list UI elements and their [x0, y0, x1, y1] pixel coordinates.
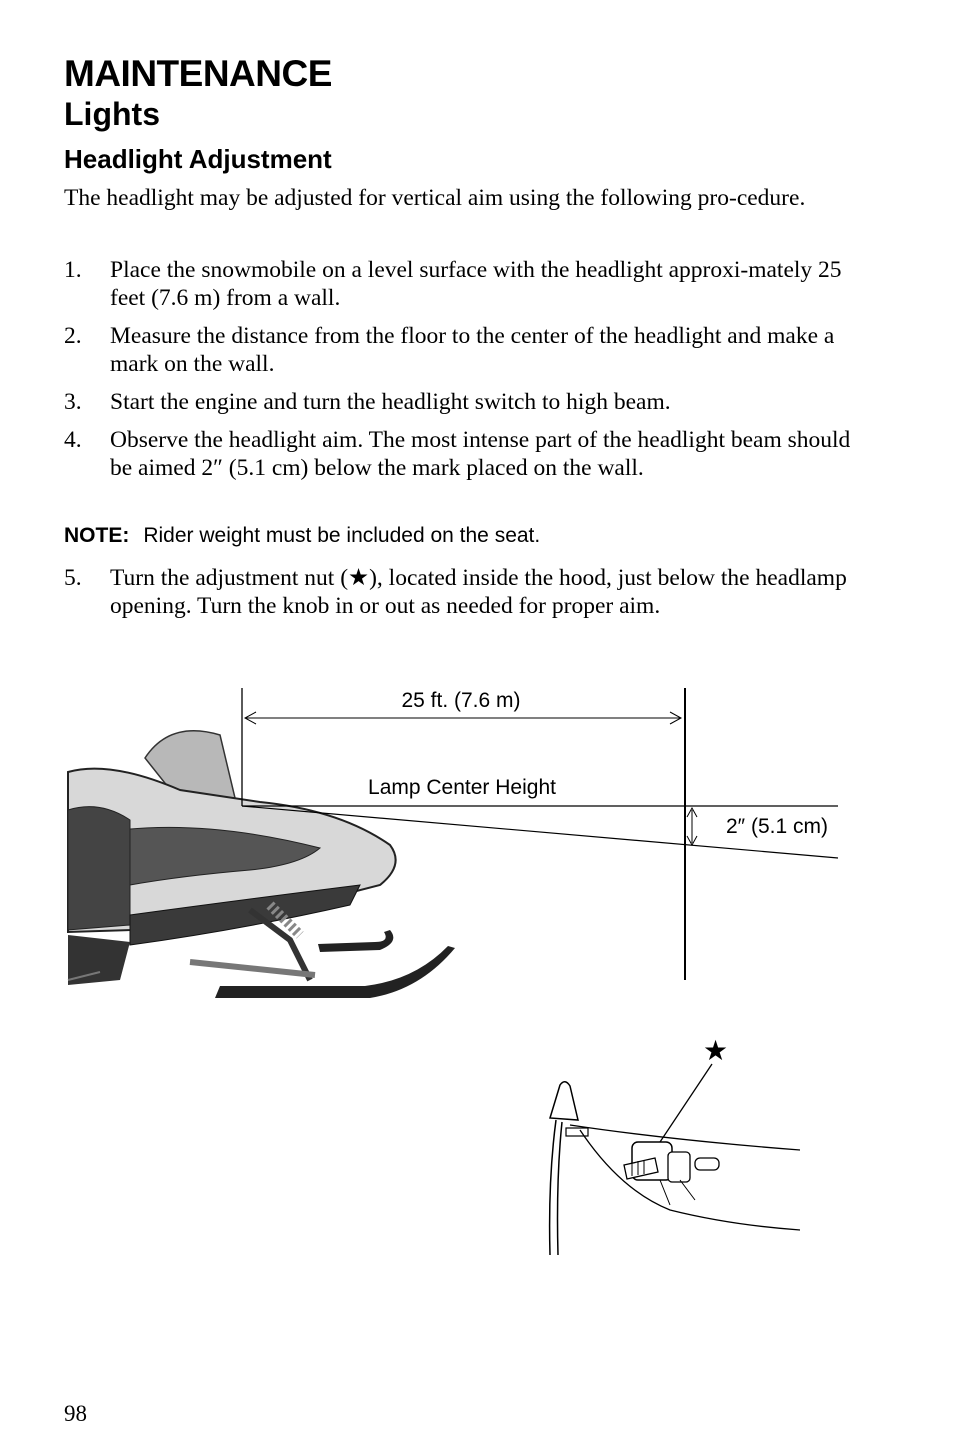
step-text: Observe the headlight aim. The most intense part of the headlight beam should be aimed 2″ (5.1 cm) below the mark placed on the wall. [110, 427, 851, 481]
step-text: Measure the distance from the floor to the center of the headlight and make a mark on the wall. [110, 323, 835, 377]
step-number: 5. [64, 565, 82, 591]
step-text: Turn the adjustment nut (★), located inside the hood, just below the headlamp opening. Turn the knob in or out as needed for proper aim. [110, 565, 847, 619]
list-item [64, 564, 874, 620]
note-label: NOTE: [64, 524, 130, 547]
lamp-center-height-label: Lamp Center Height [368, 776, 556, 799]
step-number: 2. [64, 323, 82, 349]
list-item [64, 256, 874, 312]
distance-label: 25 ft. (7.6 m) [401, 689, 521, 712]
subsection-title: Lights [64, 96, 160, 132]
procedure-step-5 [64, 564, 874, 620]
step-text: Start the engine and turn the headlight switch to high beam. [110, 389, 671, 415]
procedure-steps [64, 256, 874, 492]
step-number: 3. [64, 389, 82, 415]
snowmobile-illustration [68, 731, 455, 998]
list-item [64, 388, 874, 416]
step-number: 4. [64, 427, 82, 453]
section-title: MAINTENANCE [64, 53, 332, 94]
page-number: 98 [64, 1401, 87, 1426]
intro-paragraph: The headlight may be adjusted for vertical aim using the following pro-cedure. [64, 185, 806, 211]
procedure-heading: Headlight Adjustment [64, 144, 332, 174]
list-item [64, 322, 874, 378]
drop-label: 2″ (5.1 cm) [726, 815, 828, 838]
adjustment-nut-detail [520, 1030, 820, 1270]
step-text: Place the snowmobile on a level surface with the headlight approxi-mately 25 feet (7.6 m) from a wall. [110, 257, 842, 311]
note [64, 523, 540, 549]
step-number: 1. [64, 257, 82, 283]
list-item [64, 426, 874, 482]
star-marker: ★ [703, 1034, 729, 1067]
headlight-aim-diagram [60, 680, 860, 1010]
note-text: Rider weight must be included on the seat. [143, 524, 541, 547]
